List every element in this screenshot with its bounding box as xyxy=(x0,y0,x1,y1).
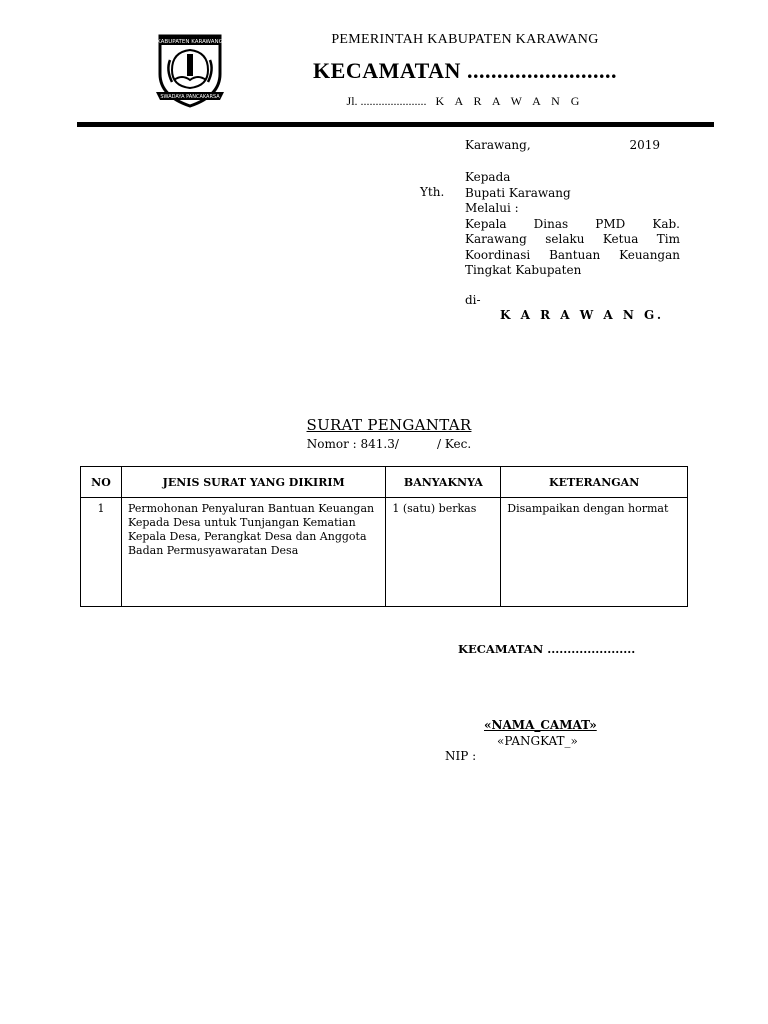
svg-text:SWADAYA PANCAKARSA: SWADAYA PANCAKARSA xyxy=(160,94,220,100)
address-line xyxy=(220,94,710,109)
document-table xyxy=(80,466,688,607)
col-header-keterangan: KETERANGAN xyxy=(501,467,688,498)
col-header-banyaknya: BANYAKNYA xyxy=(386,467,501,498)
cell-banyaknya: 1 (satu) berkas xyxy=(386,498,501,607)
recipient-line: Bupati Karawang xyxy=(465,185,571,200)
letter-year: 2019 xyxy=(629,138,660,152)
signature-kecamatan: KECAMATAN ...................... xyxy=(458,642,636,656)
recipient-line: Karawang selaku Ketua Tim xyxy=(465,232,680,246)
recipient-city: K A R A W A N G. xyxy=(500,308,665,322)
cell-jenis: Permohonan Penyaluran Bantuan Keuangan Kepada Desa untuk Tunjangan Kematian Kepala Desa, Perangkat Desa dan Anggota Badan Permusyawaratan Desa xyxy=(121,498,385,607)
government-header: PEMERINTAH KABUPATEN KARAWANG xyxy=(331,32,599,47)
header-divider xyxy=(77,122,714,127)
recipient-line: Kepala Dinas PMD Kab. xyxy=(465,216,680,231)
kecamatan-header: KECAMATAN ......................... xyxy=(313,58,617,83)
address-city: K A R A W A N G xyxy=(435,94,584,108)
recipient-line: Melalui : xyxy=(465,201,519,215)
col-header-jenis: JENIS SURAT YANG DIKIRIM xyxy=(121,467,385,498)
col-header-no: NO xyxy=(81,467,122,498)
address-street: Jl. ...................... xyxy=(346,94,427,108)
yth-label: Yth. xyxy=(420,185,445,199)
recipient-line: Tingkat Kabupaten xyxy=(465,263,582,277)
table-row xyxy=(81,498,688,607)
letter-place: Karawang, xyxy=(465,138,531,152)
table-header-row xyxy=(81,467,688,498)
karawang-emblem-logo xyxy=(150,30,230,110)
signature-nip: NIP : xyxy=(445,749,477,763)
kepada-label: Kepada xyxy=(465,170,511,184)
signature-rank: «PANGKAT_» xyxy=(497,734,578,748)
letter-date xyxy=(465,138,660,154)
recipient-block xyxy=(465,170,680,279)
cell-keterangan: Disampaikan dengan hormat xyxy=(501,498,688,607)
cell-no: 1 xyxy=(81,498,122,607)
di-label: di- xyxy=(465,293,481,307)
document-number: Nomor : 841.3/ / Kec. xyxy=(306,437,472,451)
recipient-line: Koordinasi Bantuan Keuangan xyxy=(465,247,680,262)
svg-text:KABUPATEN KARAWANG: KABUPATEN KARAWANG xyxy=(157,39,223,45)
document-title: SURAT PENGANTAR xyxy=(306,416,472,434)
signature-name: «NAMA_CAMAT» xyxy=(484,718,597,732)
